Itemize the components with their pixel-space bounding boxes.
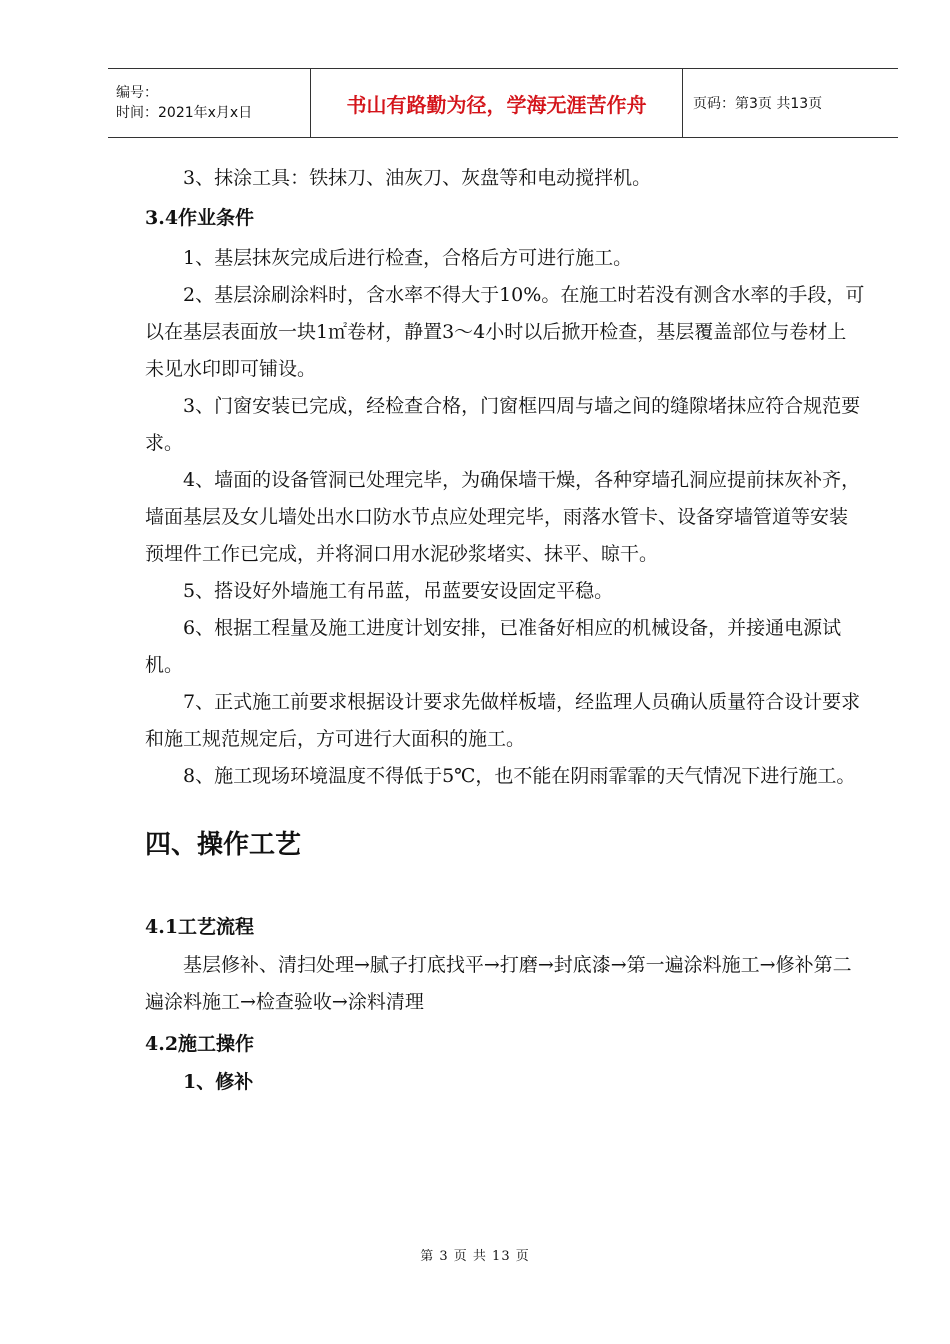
heading-repair: 1、修补: [183, 1071, 254, 1093]
condition-item: 4、墙面的设备管洞已处理完毕，为确保墙干燥，各种穿墙孔洞应提前抹灰补齐，墙面基层及女儿墙处出水口防水节点应处理完毕，雨落水管卡、设备穿墙管道等安装预埋件工作已完成，并将洞口用水泥砂浆堵实、抹平、晾干。: [145, 469, 861, 565]
condition-item: 7、正式施工前要求根据设计要求先做样板墙，经监理人员确认质量符合设计要求和施工规范规定后，方可进行大面积的施工。: [145, 691, 861, 750]
condition-item: 2、基层涂刷涂料时，含水率不得大于10%。在施工时若没有测含水率的手段，可以在基层表面放一块1㎡卷材，静置3～4小时以后掀开检查，基层覆盖部位与卷材上未见水印即可铺设。: [145, 284, 865, 380]
paragraph-tools: 3、抹涂工具：铁抹刀、油灰刀、灰盘等和电动搅拌机。: [183, 167, 652, 189]
paragraph-process-flow: 基层修补、清扫处理→腻子打底找平→打磨→封底漆→第一遍涂料施工→修补第二遍涂料施工→检查验收→涂料清理: [145, 954, 852, 1013]
heading-4-2: 4.2施工操作: [145, 1033, 255, 1055]
page-footer: 第 3 页 共 13 页: [420, 1249, 530, 1264]
condition-item: 6、根据工程量及施工进度计划安排，已准备好相应的机械设备，并接通电源试机。: [145, 617, 842, 676]
heading-4-1: 4.1工艺流程: [145, 916, 255, 938]
header-motto: 书山有路勤为径，学海无涯苦作舟: [311, 69, 683, 137]
condition-item: 5、搭设好外墙施工有吊蓝，吊蓝要安设固定平稳。: [183, 580, 614, 602]
condition-item: 8、施工现场环境温度不得低于5℃，也不能在阴雨霏霏的天气情况下进行施工。: [183, 765, 856, 787]
condition-item: 3、门窗安装已完成，经检查合格，门窗框四周与墙之间的缝隙堵抹应符合规范要求。: [145, 395, 861, 454]
heading-3-4: 3.4作业条件: [145, 207, 255, 229]
header-meta: [108, 69, 311, 137]
document-body: [145, 160, 865, 1099]
condition-item: 1、基层抹灰完成后进行检查，合格后方可进行施工。: [183, 247, 633, 269]
document-date: 时间：2021年x月x日: [116, 105, 253, 121]
page-header: [108, 68, 898, 138]
document-number: 编号：: [116, 85, 158, 101]
header-page-number: 页码：第3页 共13页: [693, 96, 823, 112]
heading-section-4: 四、操作工艺: [145, 830, 302, 860]
